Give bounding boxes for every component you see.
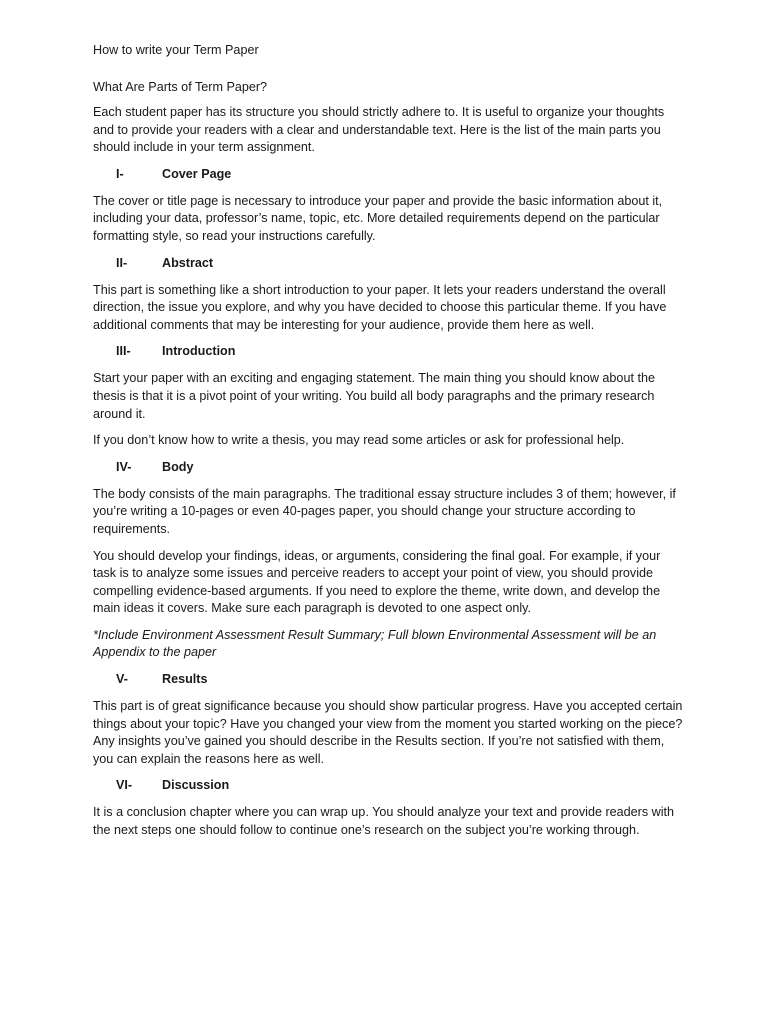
section-number: IV-: [116, 459, 132, 474]
section-label: Body: [162, 459, 194, 474]
introduction-paragraph-1: Start your paper with an exciting and engaging statement. The main thing you should know about the thesis is that it is a pivot point of your writing. You build all body paragraphs and the primary research around it.: [93, 371, 655, 421]
body-paragraph-1: The body consists of the main paragraphs. The traditional essay structure includes 3 of them; however, if you’re writing a 10-pages or even 40-pages paper, you should change your structure according to requirements.: [93, 486, 676, 536]
intro-paragraph: Each student paper has its structure you should strictly adhere to. It is useful to organize your thoughts and to provide your readers with a clear and understandable text. Here is the list of the main parts you should include in your term assignment.: [93, 105, 665, 155]
section-number: II-: [116, 255, 128, 270]
section-heading-results: [93, 671, 683, 689]
section-heading-abstract: [93, 255, 683, 273]
abstract-paragraph: This part is something like a short introduction to your paper. It lets your readers understand the overall direction, the issue you explore, and why you have decided to choose this particular theme. If you have additional comments that may be interesting for your audience, provide them here as well.: [93, 282, 667, 332]
section-number: VI-: [116, 778, 133, 793]
section-label: Results: [162, 672, 208, 687]
section-number: V-: [116, 672, 128, 687]
cover-page-paragraph: The cover or title page is necessary to introduce your paper and provide the basic information about it, including your data, professor’s name, topic, etc. More detailed requirements depend on the particular formatting style, so read your instructions carefully.: [93, 193, 663, 243]
introduction-paragraph-2: If you don’t know how to write a thesis, you may read some articles or ask for professional help.: [93, 433, 625, 448]
section-label: Cover Page: [162, 166, 232, 181]
section-label: Abstract: [162, 255, 214, 270]
section-heading-discussion: [93, 777, 683, 795]
results-paragraph: This part is of great significance because you should show particular progress. Have you accepted certain things about your topic? Have you changed your view from the moment you started working on the piece? Any insights you’ve gained you should describe in the Results section. If you’re not satisfied with them, you can explain the reasons here as well.: [93, 699, 683, 766]
section-label: Introduction: [162, 344, 236, 359]
section-number: III-: [116, 344, 131, 359]
section-label: Discussion: [162, 778, 230, 793]
discussion-paragraph: It is a conclusion chapter where you can wrap up. You should analyze your text and provide readers with the next steps one should follow to continue one’s research on the subject you’re working through.: [93, 805, 675, 838]
section-heading-introduction: [93, 343, 683, 361]
body-paragraph-2: You should develop your findings, ideas, or arguments, considering the final goal. For example, if your task is to analyze some issues and perceive readers to accept your point of view, you should provide compelling evidence-based arguments. If you need to explore the theme, write down, and develop the main ideas it covers. Make sure each paragraph is devoted to one aspect only.: [93, 548, 661, 616]
document-subtitle: What Are Parts of Term Paper?: [93, 80, 268, 94]
body-note: *Include Environment Assessment Result Summary; Full blown Environmental Assessment will be an Appendix to the paper: [93, 627, 657, 660]
section-number: I-: [116, 166, 124, 181]
section-heading-cover-page: [93, 166, 683, 184]
document-page: [93, 40, 683, 849]
section-heading-body: [93, 459, 683, 477]
document-title: How to write your Term Paper: [93, 43, 259, 57]
